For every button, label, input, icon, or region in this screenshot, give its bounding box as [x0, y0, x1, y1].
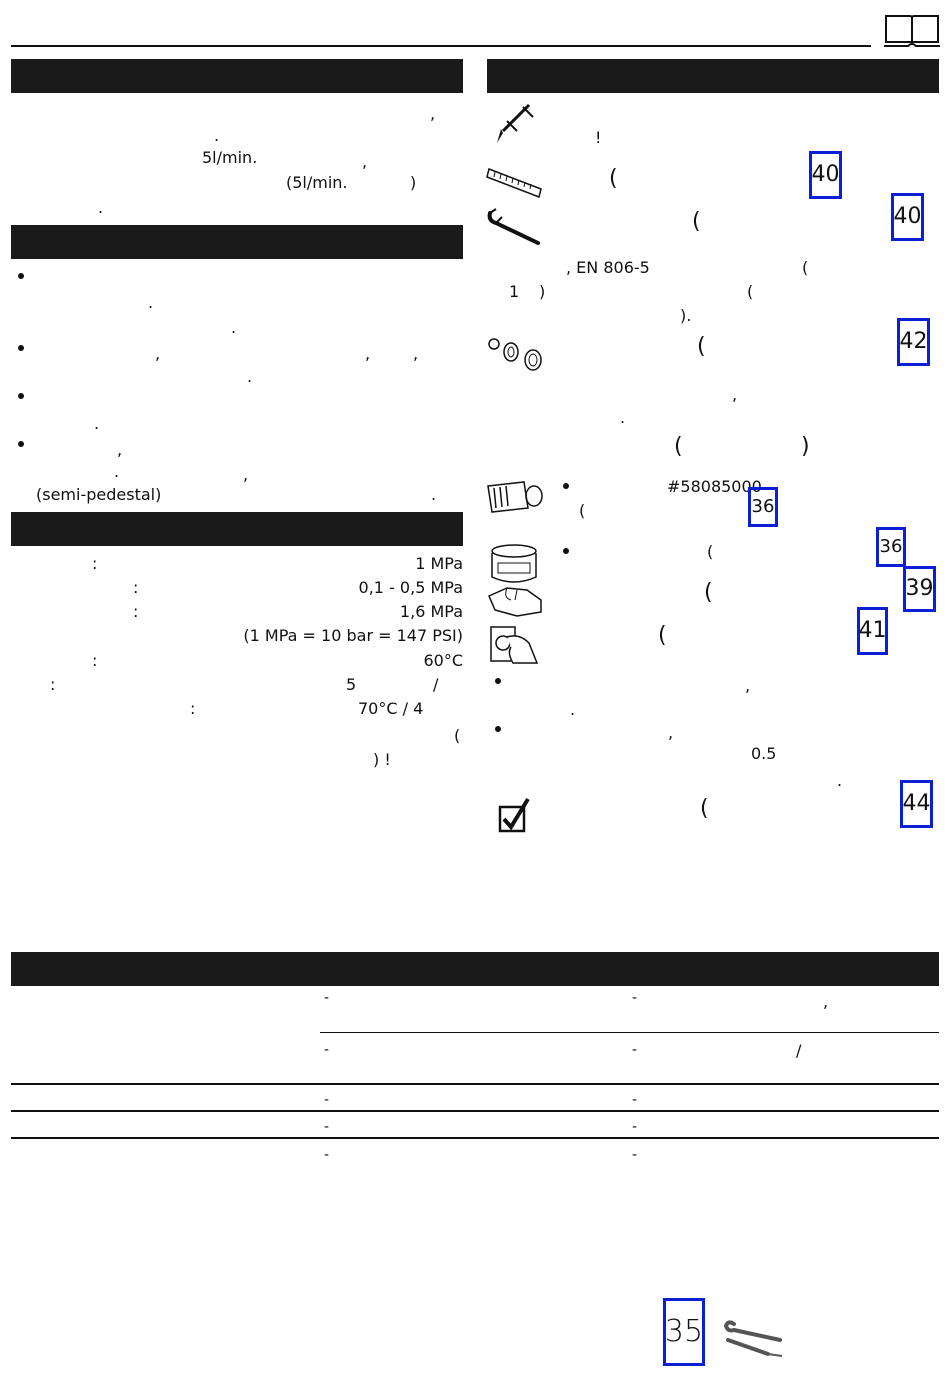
section-header-troubleshooting — [11, 952, 939, 986]
install-text: ) — [539, 282, 546, 301]
safety-text: . — [114, 462, 120, 481]
table-row-separator — [11, 1110, 939, 1112]
safety-text: , — [413, 344, 419, 363]
flow-text: 5l/min. — [202, 148, 258, 167]
install-text: . — [837, 771, 843, 790]
tech-value: 1,6 MPa — [399, 602, 463, 621]
tech-value: 0,1 - 0,5 MPa — [358, 578, 463, 597]
safety-text: , — [365, 344, 371, 363]
install-text: , — [668, 723, 674, 742]
bullet — [563, 548, 569, 554]
install-text: 0.5 — [751, 744, 777, 763]
table-text: / — [796, 1041, 802, 1060]
flow-text: , — [362, 152, 368, 171]
table-dash: - — [632, 990, 638, 1006]
install-text: , — [732, 385, 738, 404]
install-text: . — [620, 408, 626, 427]
page-ref[interactable]: 42 — [897, 318, 930, 366]
table-dash: - — [324, 1042, 330, 1058]
install-text: ( — [674, 434, 683, 459]
wrench-screwdriver-icon — [724, 1318, 784, 1358]
table-dash: - — [632, 1042, 638, 1058]
install-text: ( — [802, 258, 809, 277]
tech-colon: : — [133, 602, 139, 621]
page-ref[interactable]: 36 — [748, 487, 778, 527]
bullet — [18, 441, 24, 447]
table-dash: - — [324, 1092, 330, 1108]
install-text: ( — [700, 796, 709, 821]
install-text: ( — [658, 623, 667, 648]
bullet — [495, 726, 501, 732]
checkbox-checked-icon — [498, 797, 532, 835]
tech-colon: : — [92, 651, 98, 670]
table-text: , — [823, 992, 829, 1011]
install-text: ( — [747, 282, 754, 301]
install-text: ! — [595, 128, 602, 147]
table-row-separator — [11, 1083, 939, 1085]
tech-value: ) ! — [373, 750, 391, 769]
tech-value: / — [433, 675, 439, 694]
table-dash: - — [324, 1147, 330, 1163]
page-ref[interactable]: 40 — [891, 193, 924, 241]
table-dash: - — [632, 1092, 638, 1108]
section-header-flow — [11, 59, 463, 93]
table-divider — [320, 1032, 939, 1033]
bullet — [18, 273, 24, 279]
install-text: , EN 806-5 — [566, 258, 650, 277]
safety-text: , — [117, 440, 123, 459]
page-number: 35 — [663, 1298, 705, 1366]
page-ref[interactable]: 44 — [900, 780, 933, 828]
section-header-safety — [11, 225, 463, 259]
bullet — [563, 483, 569, 489]
page-ref[interactable]: 39 — [903, 566, 936, 612]
safety-text: , — [243, 465, 249, 484]
install-text: ( — [609, 166, 618, 191]
flow-text: (5l/min. — [286, 173, 348, 192]
table-dash: - — [632, 1119, 638, 1135]
safety-text: . — [247, 367, 253, 386]
install-text: ( — [707, 542, 714, 561]
flow-text: ) — [410, 173, 417, 192]
safety-text: , — [155, 344, 161, 363]
tech-colon: : — [50, 675, 56, 694]
ruler-icon — [487, 167, 543, 203]
safety-text: . — [148, 293, 154, 312]
hand-tighten-icon — [489, 623, 541, 665]
install-text: , — [745, 676, 751, 695]
tech-colon: : — [92, 554, 98, 573]
install-text: ( — [579, 501, 586, 520]
tech-colon: : — [133, 578, 139, 597]
sealant-gun-icon — [493, 103, 535, 145]
install-text: . — [570, 700, 576, 719]
bullet — [495, 678, 501, 684]
tech-value: 60°C — [423, 651, 463, 670]
flow-text: . — [98, 198, 104, 217]
install-text: ). — [680, 306, 692, 325]
table-dash: - — [324, 1119, 330, 1135]
page-ref[interactable]: 36 — [876, 527, 906, 567]
bullet — [18, 393, 24, 399]
tech-value: 5 — [346, 675, 357, 694]
safety-text: . — [231, 318, 237, 337]
filter-parts-icon — [487, 336, 545, 374]
header-rule — [11, 45, 871, 47]
part-number: #58085000 — [667, 477, 762, 496]
cartridge-icon — [484, 478, 544, 516]
safety-text: . — [431, 485, 437, 504]
bullet — [18, 345, 24, 351]
flow-text: . — [214, 126, 220, 145]
install-text: ) — [801, 434, 810, 459]
tech-value: 1 MPa — [415, 554, 463, 573]
grease-tin-icon — [488, 541, 540, 585]
tech-colon: : — [190, 699, 196, 718]
open-book-icon — [884, 12, 940, 48]
flow-text: , — [430, 104, 436, 123]
table-row-separator — [11, 1137, 939, 1139]
install-text: ( — [704, 580, 713, 605]
safety-text: . — [94, 414, 100, 433]
wrench-icon — [486, 207, 544, 247]
section-header-technical-data — [11, 512, 463, 546]
table-dash: - — [324, 990, 330, 1006]
hand-wipe-icon — [487, 582, 543, 618]
tech-value: ( — [454, 726, 461, 745]
install-text: ( — [692, 209, 701, 234]
table-dash: - — [632, 1147, 638, 1163]
install-text: 1 — [509, 282, 520, 301]
section-header-installation — [487, 59, 939, 93]
page-ref[interactable]: 40 — [809, 151, 842, 199]
safety-text: (semi-pedestal) — [36, 485, 162, 504]
tech-value: 70°C / 4 — [358, 699, 424, 718]
tech-value: (1 MPa = 10 bar = 147 PSI) — [243, 626, 463, 645]
install-text: ( — [697, 334, 706, 359]
page-ref[interactable]: 41 — [857, 607, 888, 655]
